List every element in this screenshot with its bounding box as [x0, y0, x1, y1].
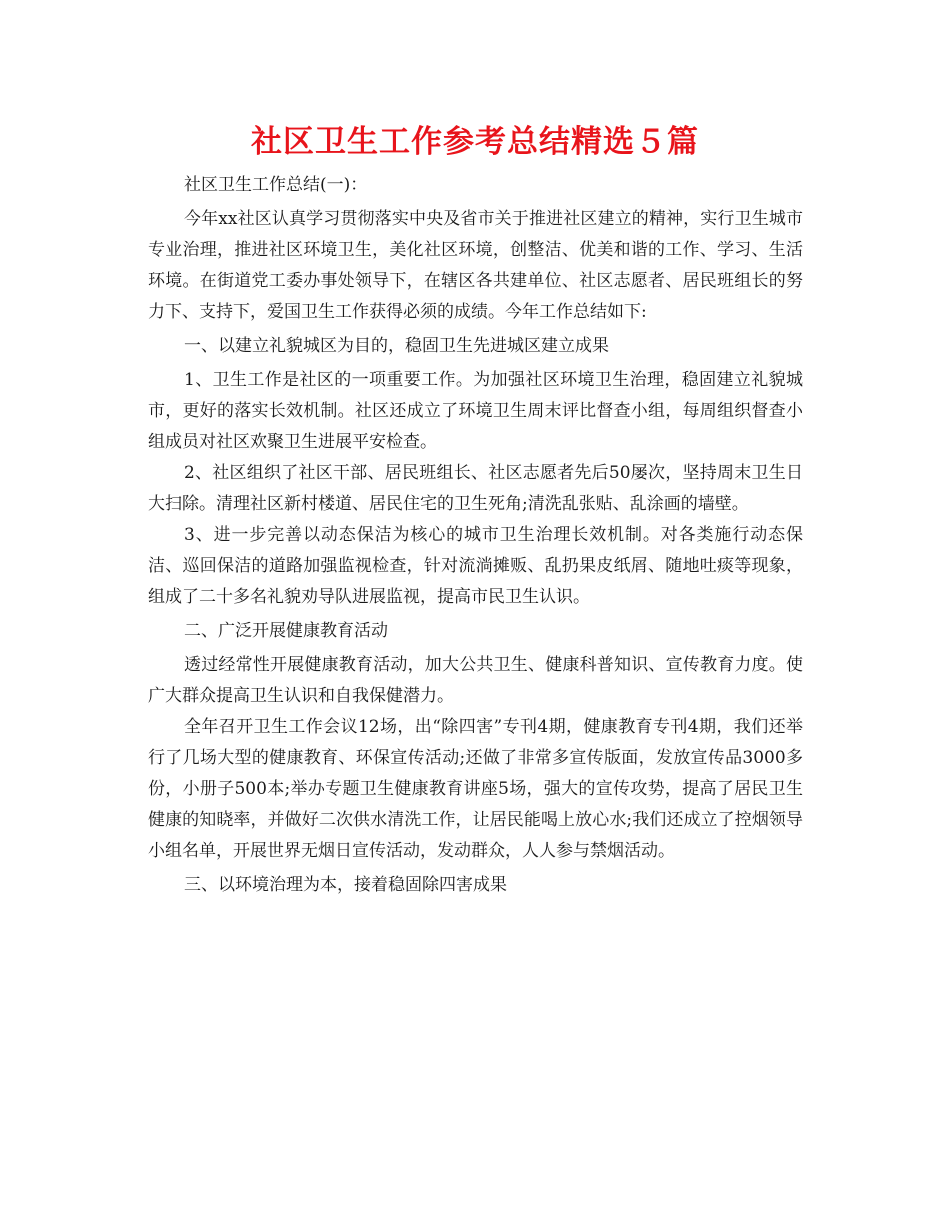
paragraph-item-3: 3、进一步完善以动态保洁为核心的城市卫生治理长效机制。对各类施行动态保洁、巡回保洁的道路加强监视检查，针对流淌摊贩、乱扔果皮纸屑、随地吐痰等现象，组成了二十多名礼貌劝导队进展监视，提高市民卫生认识。 — [148, 525, 803, 607]
section-heading-3: 三、以环境治理为本，接着稳固除四害成果 — [184, 875, 507, 895]
paragraph-annual-summary: 全年召开卫生工作会议12场，出“除四害”专刊4期，健康教育专刊4期，我们还举行了几场大型的健康教育、环保宣传活动;还做了非常多宣传版面，发放宣传品3000多份，小册子500本;举办专题卫生健康教育讲座5场，强大的宣传攻势，提高了居民卫生健康的知晓率，并做好二次供水清洗工作，让居民能喝上放心水;我们还成立了控烟领导小组名单，开展世界无烟日宣传活动，发动群众，人人参与禁烟活动。 — [148, 717, 803, 861]
paragraph-health-education: 透过经常性开展健康教育活动，加大公共卫生、健康科普知识、宣传教育力度。使广大群众提高卫生认识和自我保健潜力。 — [148, 655, 803, 706]
paragraph-intro: 今年xx社区认真学习贯彻落实中央及省市关于推进社区建立的精神，实行卫生城市专业治理，推进社区环境卫生，美化社区环境，创整洁、优美和谐的工作、学习、生活环境。在街道党工委办事处领导下，在辖区各共建单位、社区志愿者、居民班组长的努力下、支持下，爱国卫生工作获得必须的成绩。今年工作总结如下: — [148, 209, 803, 322]
section-heading-2: 二、广泛开展健康教育活动 — [184, 621, 388, 641]
paragraph-item-1: 1、卫生工作是社区的一项重要工作。为加强社区环境卫生治理，稳固建立礼貌城市，更好的落实长效机制。社区还成立了环境卫生周末评比督查小组，每周组织督查小组成员对社区欢聚卫生进展平安检查。 — [148, 370, 803, 452]
section-heading-1: 一、以建立礼貌城区为目的，稳固卫生先进城区建立成果 — [184, 336, 609, 356]
paragraph-item-2: 2、社区组织了社区干部、居民班组长、社区志愿者先后50屡次，坚持周末卫生日大扫除。清理社区新村楼道、居民住宅的卫生死角;清洗乱张贴、乱涂画的墙壁。 — [148, 463, 803, 514]
document-body — [148, 167, 803, 904]
document-title: 社区卫生工作参考总结精选５篇 — [251, 124, 699, 160]
section-subtitle: 社区卫生工作总结(一)： — [184, 175, 368, 195]
